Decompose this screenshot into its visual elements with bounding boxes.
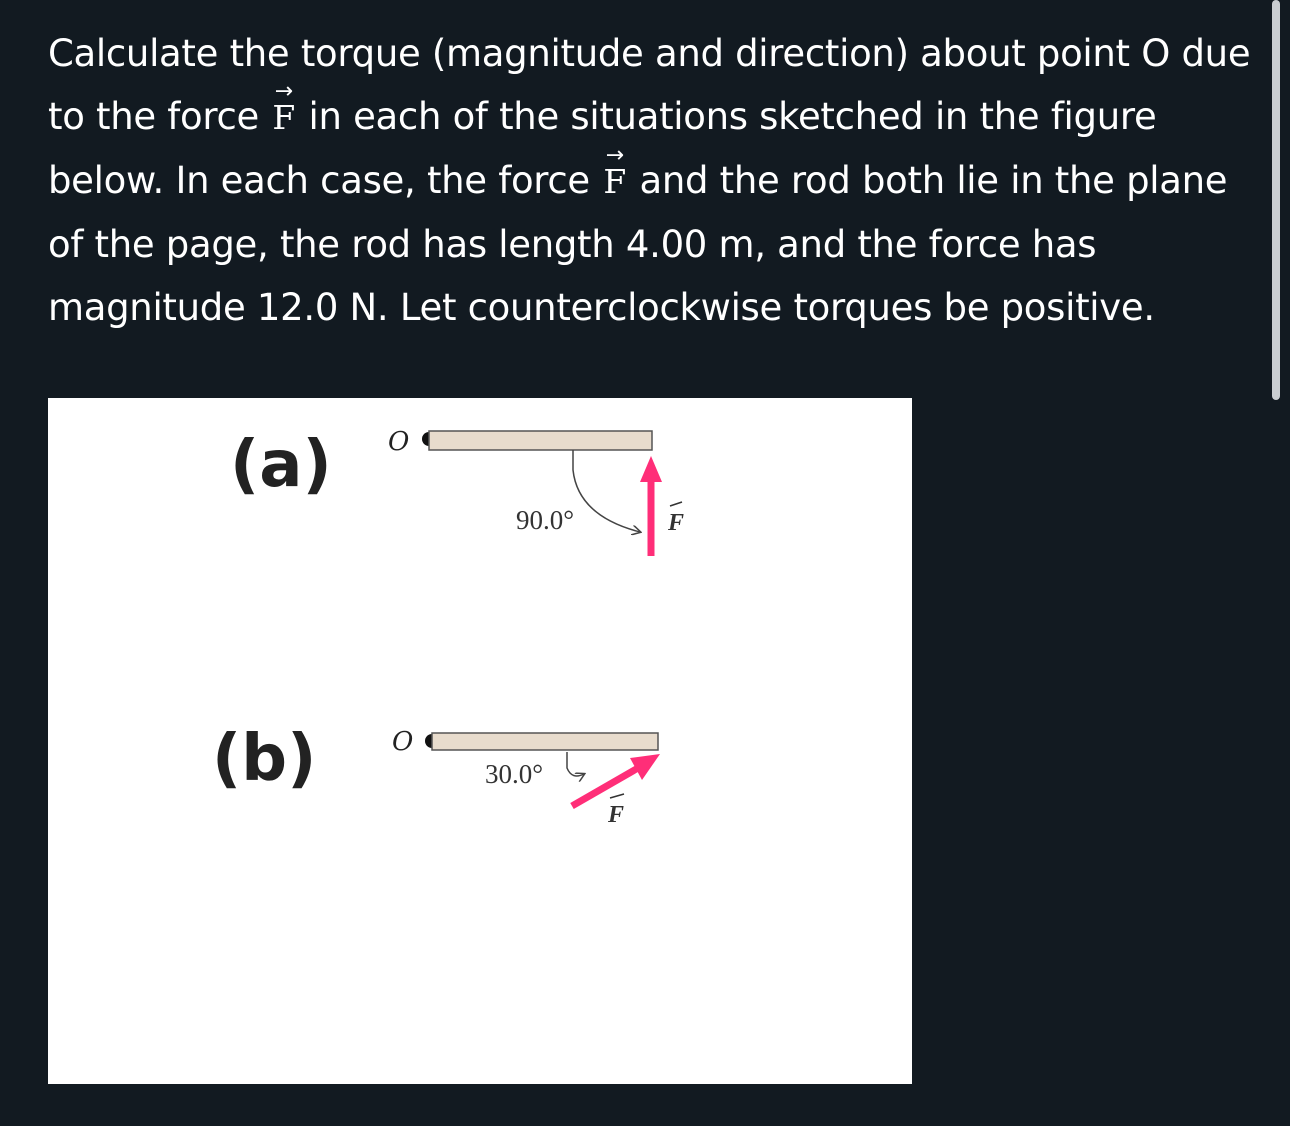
angle-arc-b <box>567 752 584 776</box>
question-part-2: in each of the situations sketched in the figure below. In each case, the force <box>48 95 1157 202</box>
question-part-1: Calculate the torque (magnitude and direction) about point O due to the force <box>48 32 1251 138</box>
diagram-b <box>212 722 660 828</box>
force-vector-arrow-a <box>670 502 682 506</box>
angle-label-a: 90.0° <box>516 505 575 535</box>
force-vector-symbol: → F <box>272 79 296 137</box>
force-label-b: F <box>608 802 625 828</box>
part-b-label: (b) <box>212 722 317 796</box>
rod-a <box>429 431 652 450</box>
point-o-label-b: O <box>392 727 414 757</box>
rod-b <box>432 733 658 750</box>
force-label-a: F <box>668 510 685 536</box>
scrollbar[interactable] <box>1272 0 1280 400</box>
force-arrow-a-head <box>640 456 662 482</box>
question-text <box>48 22 1258 339</box>
question-part-3: and the rod both lie in the plane of the page, the rod has length 4.00 m, and the force has magnitude 12.0 N. Let counterclockwise torques be positive. <box>48 159 1228 329</box>
torque-diagram <box>48 398 912 1084</box>
part-a-label: (a) <box>230 428 332 502</box>
scrollbar-thumb[interactable] <box>1272 0 1280 400</box>
angle-arc-a <box>573 450 640 532</box>
point-o-label-a: O <box>388 427 410 457</box>
force-arrow-b-shaft <box>572 768 638 806</box>
force-vector-arrow-b <box>610 794 624 798</box>
force-vector-symbol: → F <box>603 143 626 201</box>
angle-label-b: 30.0° <box>485 759 544 789</box>
diagram-a <box>230 427 684 556</box>
torque-figure <box>48 398 912 1084</box>
